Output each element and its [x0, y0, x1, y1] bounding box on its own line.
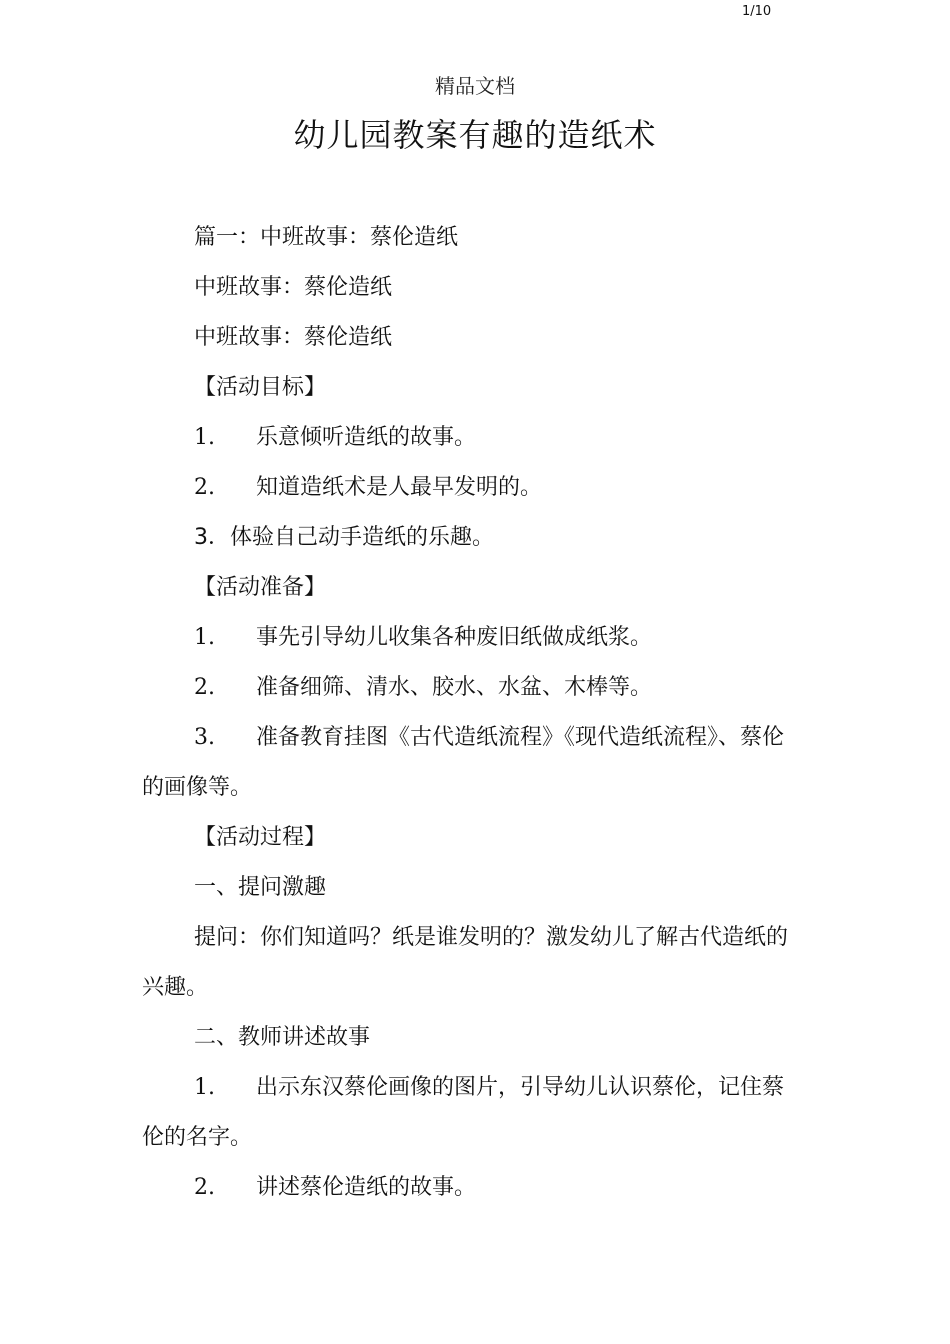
list-item	[142, 413, 802, 463]
paragraph: 篇一：中班故事：蔡伦造纸	[194, 225, 459, 250]
paragraph: 提问：你们知道吗？纸是谁发明的？激发幼儿了解古代造纸的兴趣。	[142, 925, 789, 1000]
page-number: 1/10	[742, 4, 772, 19]
list-item: 3．体验自己动手造纸的乐趣。	[194, 525, 494, 550]
list-text: 准备细筛、清水、胶水、水盆、木棒等。	[256, 675, 653, 700]
list-text: 乐意倾听造纸的故事。	[256, 425, 477, 450]
list-text: 讲述蔡伦造纸的故事。	[256, 1175, 477, 1200]
list-text: 出示东汉蔡伦画像的图片，引导幼儿认识蔡伦，记住蔡伦的名字。	[142, 1075, 785, 1150]
document-header: 精品文档	[435, 74, 515, 98]
list-item	[142, 463, 802, 513]
list-number: 1.	[194, 1075, 215, 1100]
list-item	[142, 1063, 802, 1163]
list-number: 2.	[194, 675, 215, 700]
paragraph: 中班故事：蔡伦造纸	[194, 275, 393, 300]
document-body	[142, 213, 802, 1213]
step-heading: 一、提问激趣	[194, 875, 327, 900]
section-heading-goals: 【活动目标】	[194, 375, 327, 400]
section-heading-process: 【活动过程】	[194, 825, 327, 850]
list-number: 1.	[194, 425, 215, 450]
list-number: 2.	[194, 475, 215, 500]
list-number: 3.	[194, 725, 215, 750]
list-item	[142, 1163, 802, 1213]
list-text: 事先引导幼儿收集各种废旧纸做成纸浆。	[256, 625, 653, 650]
list-text: 准备教育挂图《古代造纸流程》《现代造纸流程》、蔡伦的画像等。	[142, 725, 785, 800]
list-text: 知道造纸术是人最早发明的。	[256, 475, 543, 500]
document-title: 幼儿园教案有趣的造纸术	[293, 116, 657, 154]
list-number: 2.	[194, 1175, 215, 1200]
list-item	[142, 663, 802, 713]
list-item	[142, 613, 802, 663]
paragraph: 中班故事：蔡伦造纸	[194, 325, 393, 350]
section-heading-preparation: 【活动准备】	[194, 575, 327, 600]
step-heading: 二、教师讲述故事	[194, 1025, 371, 1050]
list-item	[142, 713, 802, 813]
list-number: 1.	[194, 625, 215, 650]
